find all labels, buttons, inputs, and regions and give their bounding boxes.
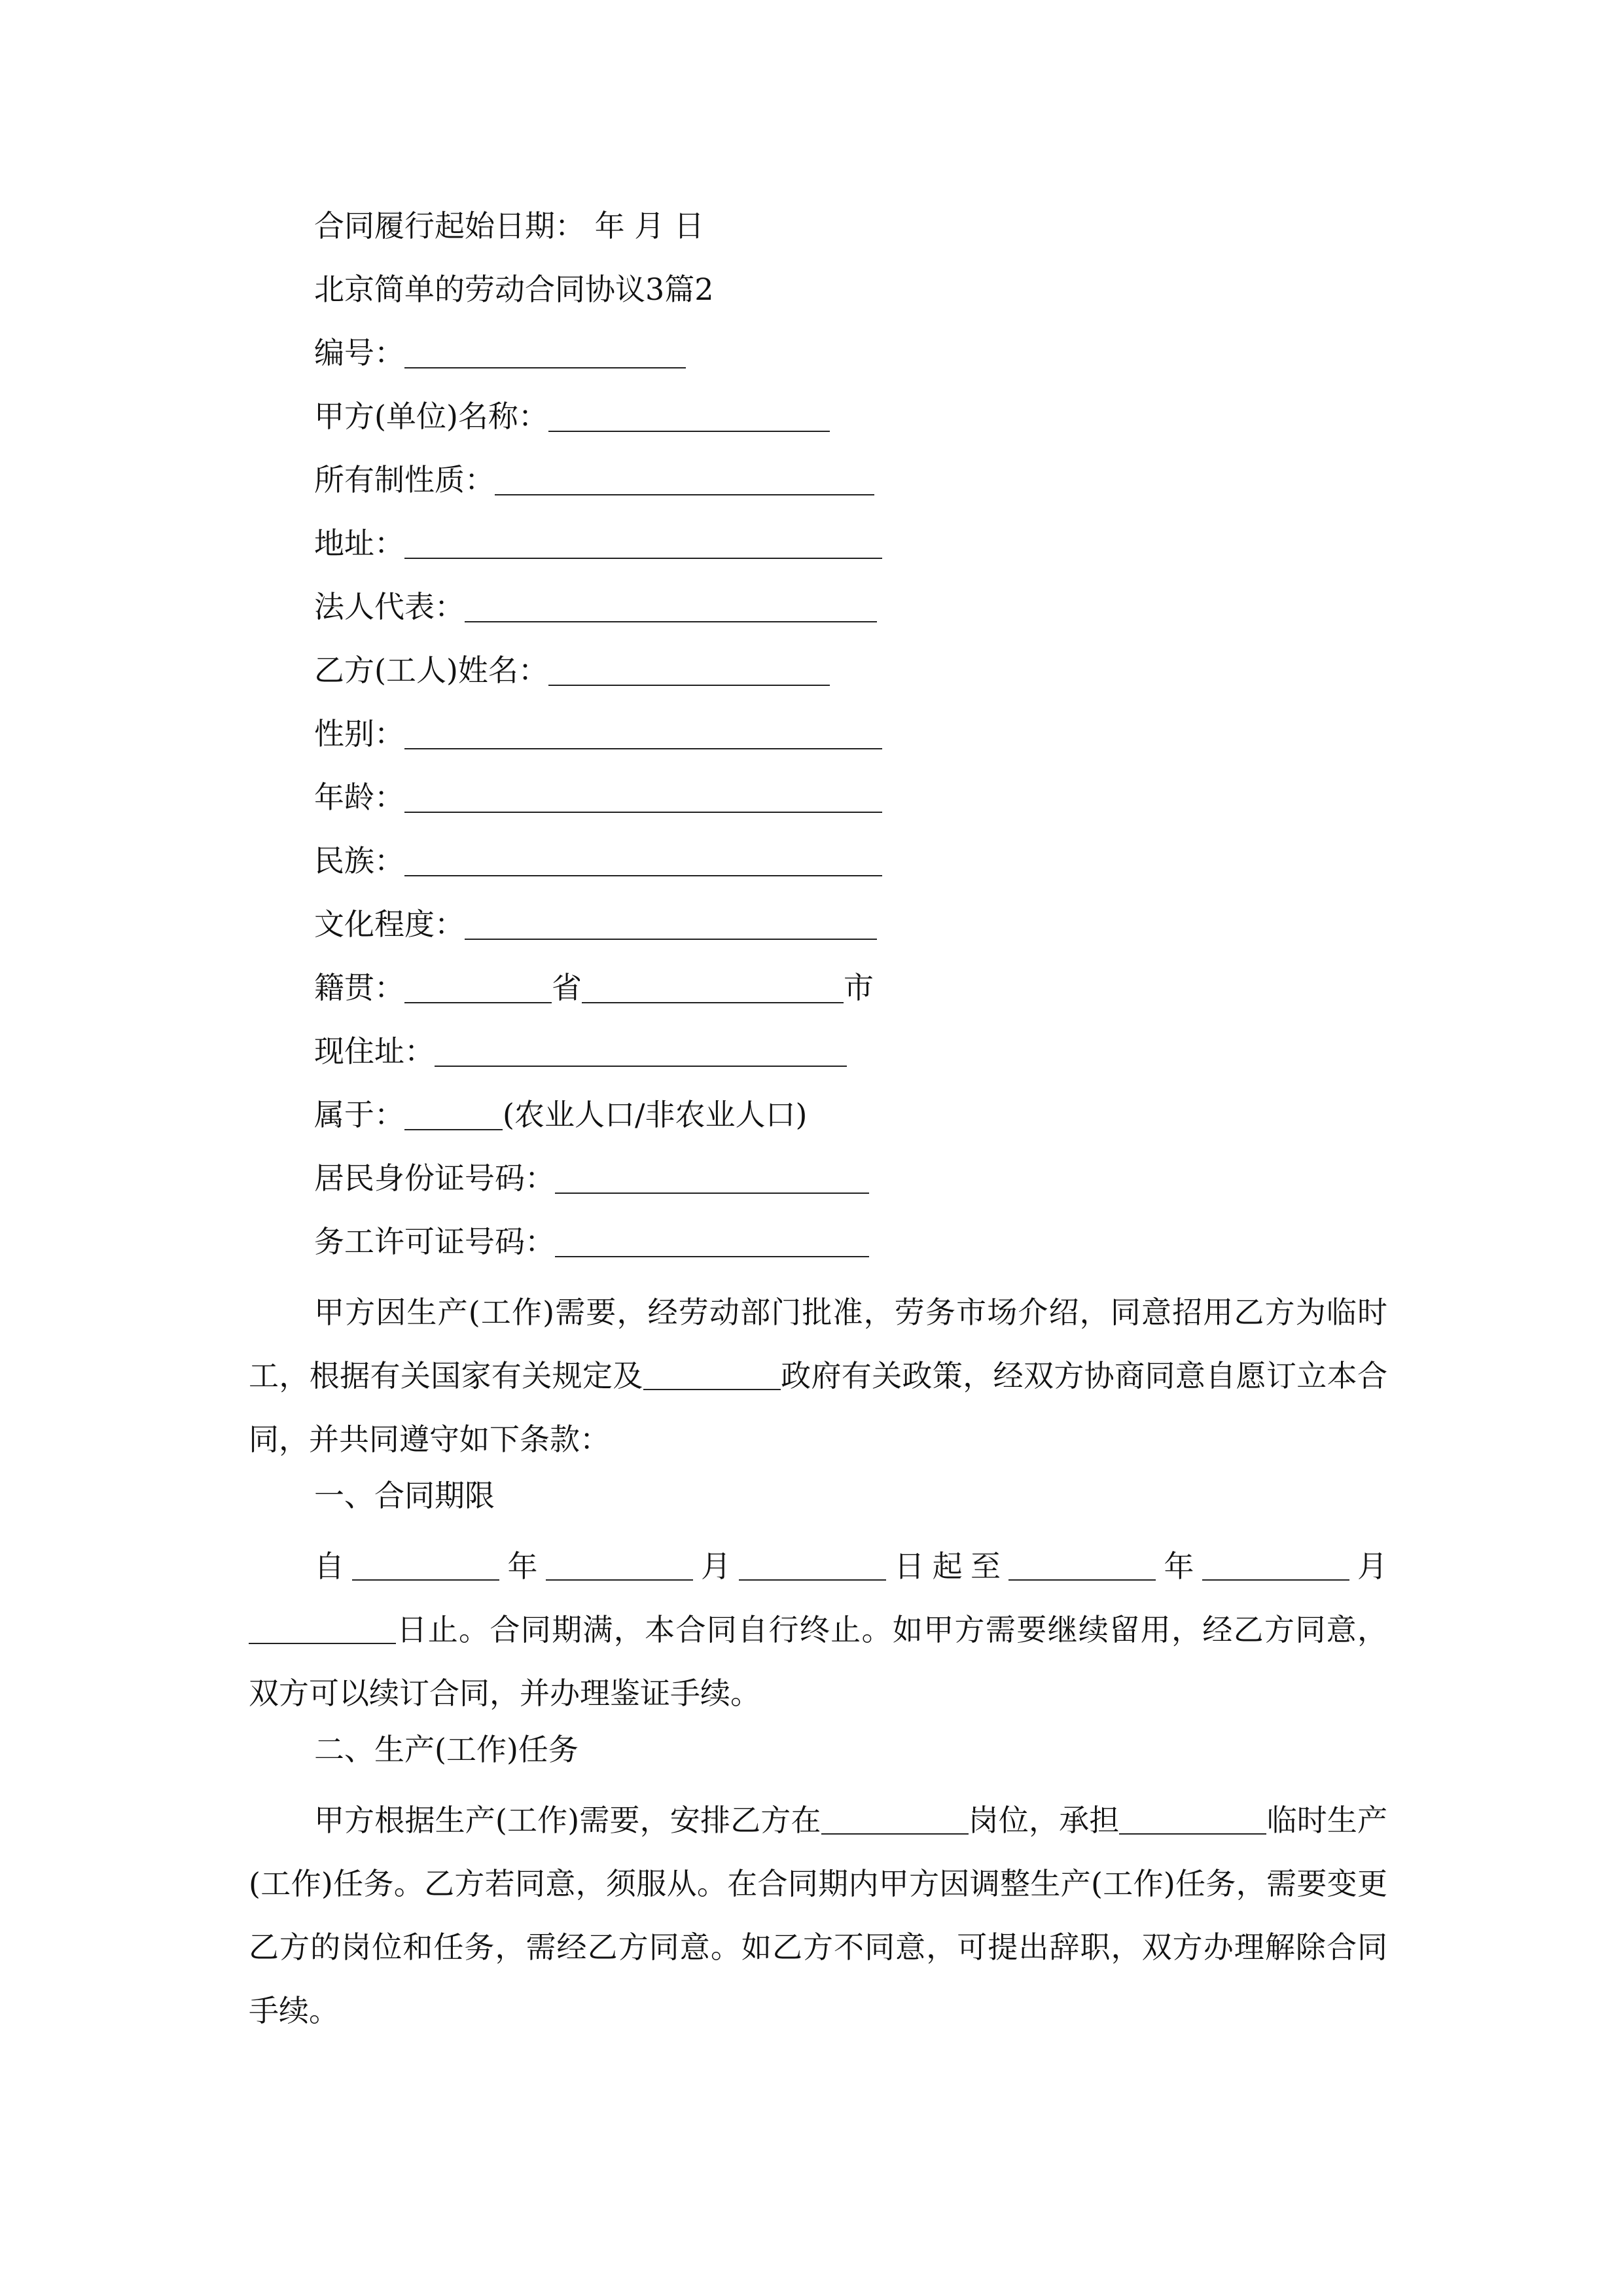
address-label: 地址： xyxy=(314,526,404,561)
term-year2: 年 xyxy=(1156,1549,1202,1584)
position-blank xyxy=(821,1804,969,1835)
party-a-name-label: 甲方(单位)名称： xyxy=(314,399,548,434)
current-address-label: 现住址： xyxy=(314,1033,435,1069)
start-date-line: 合同履行起始日期： 年 月 日 xyxy=(314,208,704,243)
age-field xyxy=(314,778,882,817)
party-b-name-field xyxy=(314,651,830,690)
document-subtitle: 北京简单的劳动合同协议3篇2 xyxy=(314,272,714,307)
hometown-field xyxy=(314,968,874,1007)
work-permit-field xyxy=(314,1222,869,1261)
education-label: 文化程度： xyxy=(314,906,465,942)
start-year-blank xyxy=(352,1551,499,1581)
party-b-name-blank xyxy=(548,656,830,686)
start-month-blank xyxy=(546,1551,693,1581)
number-field xyxy=(314,333,686,372)
work-permit-label: 务工许可证号码： xyxy=(314,1224,555,1259)
end-year-blank xyxy=(1008,1551,1156,1581)
end-month-blank xyxy=(1202,1551,1349,1581)
ownership-blank xyxy=(495,465,874,495)
gender-field xyxy=(314,714,882,753)
belongs-options: (农业人口/非农业人口) xyxy=(503,1097,808,1132)
ownership-field xyxy=(314,460,874,499)
ethnicity-label: 民族： xyxy=(314,843,404,878)
intro-text-part1: 甲方因生产(工作)需要，经劳动部门批准，劳务市场介绍，同意招用乙方为临时工，根据有关国家有关规定及 xyxy=(249,1295,1387,1393)
address-field xyxy=(314,524,882,563)
id-number-label: 居民身份证号码： xyxy=(314,1160,555,1196)
party-a-name-blank xyxy=(548,402,830,432)
term-rest: 日止。合同期满，本合同自行终止。如甲方需要继续留用，经乙方同意，双方可以续订合同，并办理鉴证手续。 xyxy=(249,1612,1387,1711)
intro-paragraph xyxy=(249,1281,1387,1471)
term-from: 自 xyxy=(314,1549,353,1584)
work-permit-blank xyxy=(555,1227,869,1257)
government-blank xyxy=(643,1360,781,1390)
age-label: 年龄： xyxy=(314,780,404,815)
belongs-to-field xyxy=(314,1095,807,1134)
ethnicity-blank xyxy=(404,846,882,876)
legal-rep-label: 法人代表： xyxy=(314,589,465,624)
term-month: 月 xyxy=(692,1549,740,1584)
ethnicity-field xyxy=(314,841,882,880)
current-address-blank xyxy=(435,1037,847,1067)
age-blank xyxy=(404,783,882,813)
intro-text-part2: 政府有关政策，经双方协商同意自愿订立本合同，并共同遵守如下条款： xyxy=(249,1358,1388,1457)
term-day-from-to: 日起至 xyxy=(886,1549,1009,1584)
hometown-label: 籍贯： xyxy=(314,970,404,1005)
address-blank xyxy=(404,529,882,559)
start-day-blank xyxy=(739,1551,886,1581)
task-part2: 岗位，承担 xyxy=(968,1803,1120,1838)
task-part3: 临时生产(工作)任务。乙方若同意，须服从。在合同期内甲方因调整生产(工作)任务，需要变更乙方的岗位和任务，需经乙方同意。如乙方不同意，可提出辞职，双方办理解除合同手续。 xyxy=(249,1803,1388,2028)
party-b-name-label: 乙方(工人)姓名： xyxy=(314,653,548,688)
belongs-to-blank xyxy=(404,1100,503,1130)
ownership-label: 所有制性质： xyxy=(314,462,495,497)
section1-heading: 一、合同期限 xyxy=(314,1478,495,1513)
term-year: 年 xyxy=(499,1549,546,1584)
number-blank xyxy=(404,338,686,368)
id-number-field xyxy=(314,1158,869,1198)
task-blank xyxy=(1119,1804,1266,1835)
term-month2: 月 xyxy=(1349,1549,1387,1584)
id-number-blank xyxy=(555,1164,869,1194)
section2-paragraph xyxy=(249,1789,1387,2043)
task-part1: 甲方根据生产(工作)需要，安排乙方在 xyxy=(314,1803,821,1838)
section1-paragraph xyxy=(249,1535,1387,1725)
end-day-blank xyxy=(249,1614,396,1644)
legal-rep-field xyxy=(314,587,877,626)
section2-heading: 二、生产(工作)任务 xyxy=(314,1732,579,1767)
gender-blank xyxy=(404,719,882,749)
education-blank xyxy=(465,910,877,940)
current-address-field xyxy=(314,1031,847,1071)
belongs-to-label: 属于： xyxy=(314,1097,404,1132)
party-a-name-field xyxy=(314,397,830,436)
hometown-city-blank xyxy=(582,973,844,1003)
city-label: 市 xyxy=(844,970,874,1005)
number-label: 编号： xyxy=(314,335,404,370)
province-label: 省 xyxy=(552,970,582,1005)
legal-rep-blank xyxy=(465,592,877,622)
hometown-province-blank xyxy=(404,973,552,1003)
gender-label: 性别： xyxy=(314,716,404,751)
education-field xyxy=(314,905,877,944)
